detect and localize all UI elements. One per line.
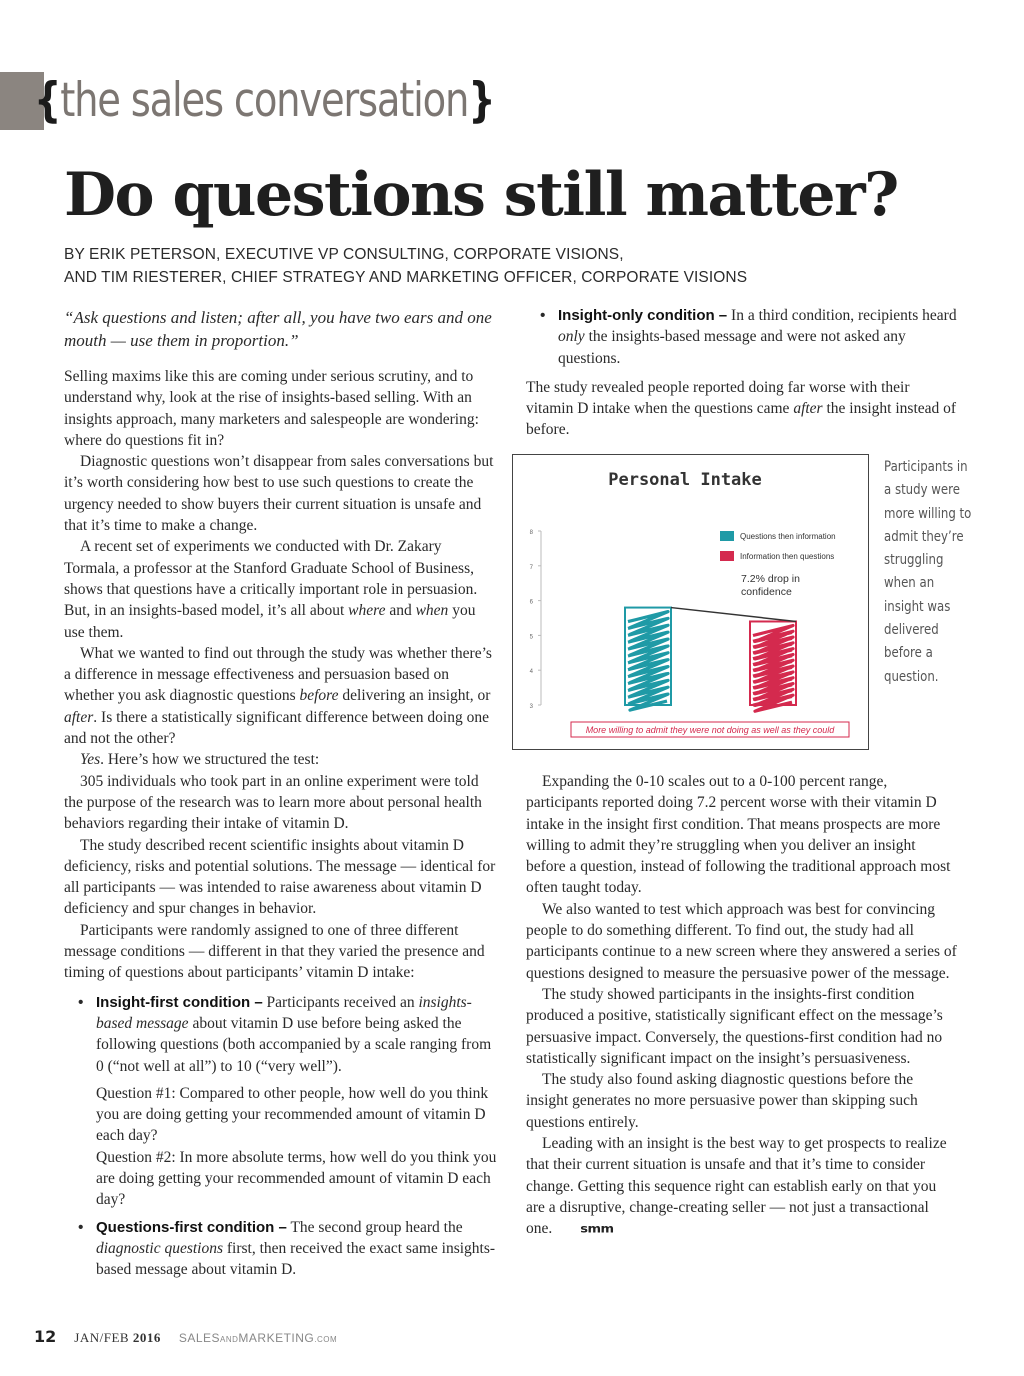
bars <box>625 608 796 712</box>
list-item: • Insight-first condition – Participants received an insights-based message about vitamin D use before being asked the following questions (both accompanied by a scale ranging from 0 (“not well at all”) to 10 (“very well”). <box>64 992 498 1077</box>
list-item: • Questions-first condition – The second group heard the diagnostic questions first, then received the exact same insights-based message about vitamin D. <box>64 1217 498 1281</box>
issue-date: JAN/FEB 2016 <box>74 1330 161 1345</box>
section-title <box>34 70 494 132</box>
section-title-text: the sales conversation <box>60 73 469 128</box>
bar-scribble-fill <box>753 626 793 712</box>
headline: Do questions still matter? <box>64 160 898 230</box>
condition-list <box>64 1217 498 1281</box>
condition-list <box>526 305 958 369</box>
paragraph: Expanding the 0-10 scales out to a 0-100 percent range, participants reported doing 7.2 percent worse with their vitamin D intake in the insight first condition. That means prospects are more willing to admit they’re struggling when you deliver an insight before a question, instead of following the traditional approach most often taught today. <box>526 773 951 897</box>
condition-list <box>64 992 498 1077</box>
publication-brand: SALESANDMARKETING.COM <box>178 1331 338 1345</box>
chart-figure <box>512 454 869 750</box>
y-tick-label: 4 <box>529 669 533 676</box>
y-axis-ticks <box>530 530 541 710</box>
y-tick-label: 7 <box>529 564 533 571</box>
paragraph: The study revealed people reported doing far worse with their vitamin D intake when the questions came after the insight instead of before. <box>526 378 957 439</box>
paragraph: The study described recent scientific insights about vitamin D deficiency, risks and potential solutions. The message — identical for all participants — was intended to raise awareness about vitamin D deficiency and spur changes in behavior. <box>64 836 496 918</box>
paragraph: Yes. Here’s how we structured the test: <box>80 751 320 769</box>
y-tick-label: 3 <box>529 704 533 710</box>
chart-footnote: More willing to admit they were not doing as well as they could <box>585 725 835 735</box>
legend-label: Questions then information <box>740 532 836 541</box>
left-bracket: { <box>34 73 61 128</box>
page-footer <box>34 1327 337 1350</box>
smm-end-mark: smm <box>580 1222 614 1237</box>
paragraph: Diagnostic questions won’t disappear from sales conversations but it’s worth considering how best to use such questions to create the urgency needed to show buyers their current situation is unsafe and that it’s time to make a change. <box>64 453 494 535</box>
page-number: 12 <box>34 1327 57 1346</box>
legend-swatch <box>720 531 734 541</box>
paragraph: Participants were randomly assigned to one of three different message conditions — different in that they varied the presence and timing of questions about participants’ vitamin D intake: <box>64 921 485 982</box>
paragraph: We also wanted to test which approach was best for convincing people to do something different. To find out, the study had all participants continue to a new screen where they answered a series of questions designed to measure the persuasive power of the message. <box>526 900 957 982</box>
question-2: Question #2: In more absolute terms, how well do you think you are doing getting your recommended amount of vitamin D each day? <box>96 1148 497 1209</box>
byline-line-1: BY ERIK PETERSON, EXECUTIVE VP CONSULTING, CORPORATE VISIONS, <box>64 246 624 263</box>
right-bracket: } <box>468 73 495 128</box>
annotation-line-1: 7.2% drop in <box>741 573 800 585</box>
paragraph: The study showed participants in the insights-first condition produced a positive, statistically significant effect on the message’s persuasive impact. Conversely, the questions-first condition had no statistically significant impact on the insight’s persuasiveness. <box>526 985 943 1067</box>
pull-quote: “Ask questions and listen; after all, you have two ears and one mouth — use them in proportion.” <box>64 308 492 350</box>
drop-connector-line <box>671 608 796 622</box>
chart-title: Personal Intake <box>608 470 762 490</box>
legend-label: Information then questions <box>740 552 835 561</box>
figure-caption: Participants in a study were more willing to admit they’re struggling when an insight was delivered before a question. <box>884 459 972 685</box>
right-column-bottom <box>526 771 958 1241</box>
paragraph: What we wanted to find out through the study was whether there’s a difference in message effectiveness and persuasion based on whether you ask diagnostic questions before delivering an insight, or after. Is there a statistically significant difference between doing one and not the other? <box>64 644 492 748</box>
y-tick-label: 6 <box>529 599 533 606</box>
annotation-line-2: confidence <box>741 586 792 598</box>
paragraph: Leading with an insight is the best way to get prospects to realize that their current situation is unsafe and that it’s time to consider change. Getting this sequence right can establish early on that you are a disruptive, change-creating seller — not just a transactional one. smm <box>526 1133 958 1240</box>
paragraph: Selling maxims like this are coming under serious scrutiny, and to understand why, look at the rise of insights-based selling. With an insights approach, many marketers and salespeople are wondering: where do questions fit in? <box>64 368 479 449</box>
bar-chart <box>513 455 867 748</box>
paragraph: A recent set of experiments we conducted with Dr. Zakary Tormala, a professor at the Stanford Graduate School of Business, shows that questions have a critically important role in persuasion. But, in an insights-based model, it’s all about where and when you use them. <box>64 538 478 641</box>
right-column-top <box>526 305 958 441</box>
question-1: Question #1: Compared to other people, how well do you think you are doing getting your recommended amount of vitamin D each day? <box>96 1084 489 1145</box>
y-tick-label: 8 <box>529 530 533 536</box>
list-item: • Insight-only condition – In a third condition, recipients heard only the insights-based message and were not asked any questions. <box>526 305 958 369</box>
bar-scribble-fill <box>628 612 668 711</box>
chart-legend <box>720 531 836 561</box>
y-tick-label: 5 <box>529 634 533 641</box>
paragraph: 305 individuals who took part in an online experiment were told the purpose of the research was to learn more about personal health behaviors regarding their intake of vitamin D. <box>64 772 482 833</box>
left-column <box>64 306 498 1286</box>
legend-swatch <box>720 551 734 561</box>
byline-line-2: AND TIM RIESTERER, CHIEF STRATEGY AND MARKETING OFFICER, CORPORATE VISIONS <box>64 269 748 286</box>
paragraph: The study also found asking diagnostic questions before the insight generates no more persuasive power than skipping such questions entirely. <box>526 1071 918 1131</box>
